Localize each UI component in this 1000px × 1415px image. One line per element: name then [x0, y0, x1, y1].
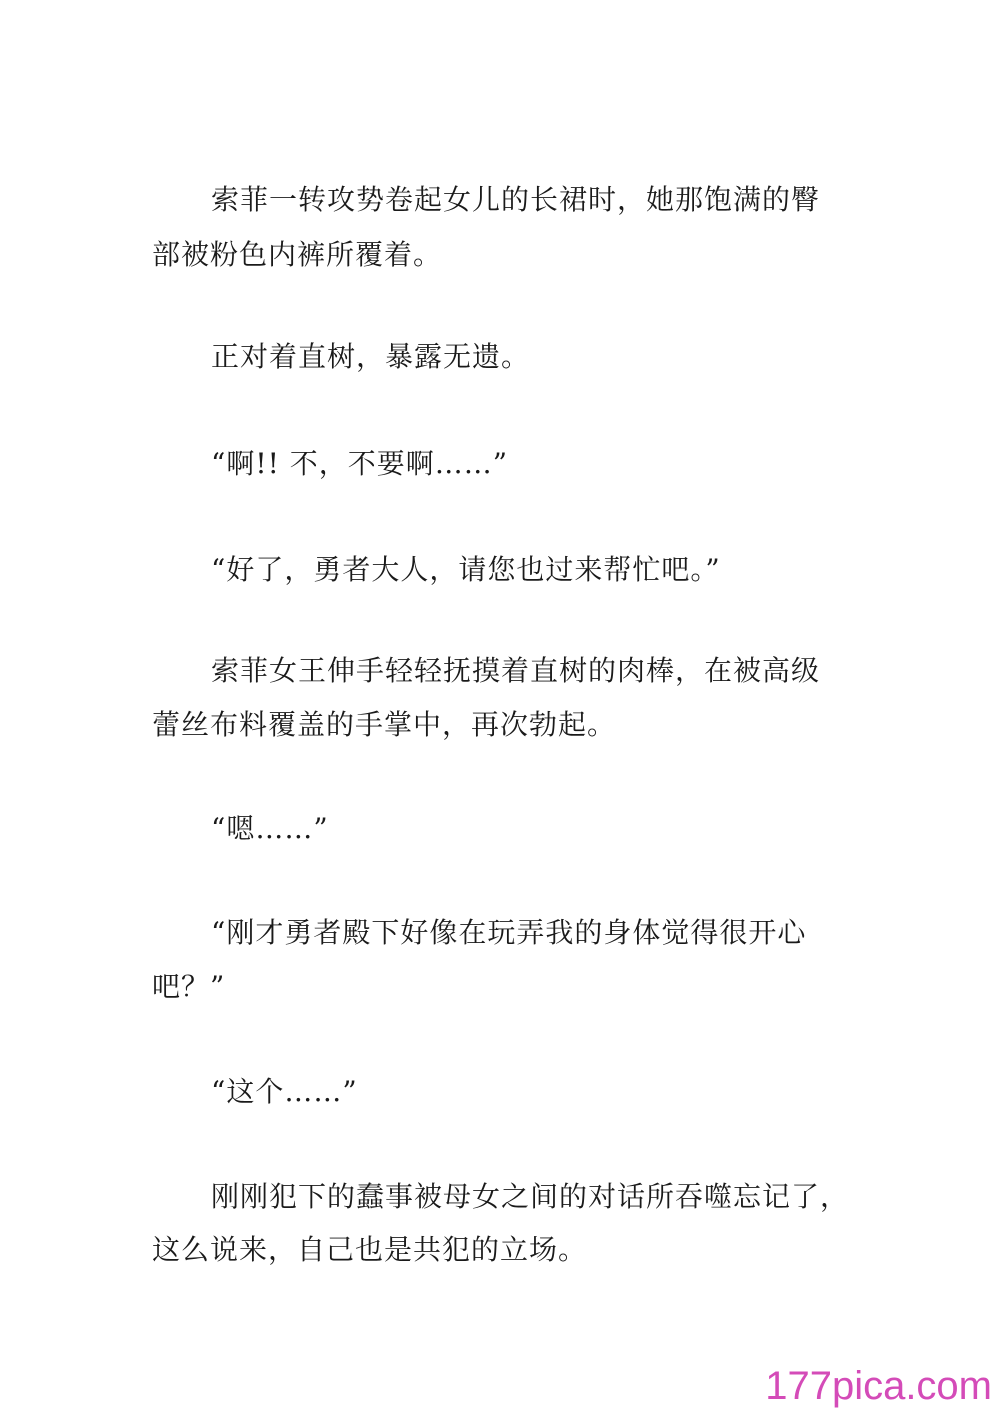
paragraph-4-line-1: “好了，勇者大人，请您也过来帮忙吧。”	[211, 553, 721, 586]
paragraph-2-line-1: 正对着直树，暴露无遗。	[211, 340, 531, 373]
paragraph-8-line-1: “这个……”	[211, 1075, 358, 1108]
watermark-link[interactable]: 177pica.com	[765, 1364, 992, 1408]
paragraph-1-line-1: 索菲一转攻势卷起女儿的长裙时，她那饱满的臀	[211, 183, 821, 216]
paragraph-9-line-2: 这么说来，自己也是共犯的立场。	[152, 1233, 588, 1266]
paragraph-6-line-1: “嗯……”	[211, 812, 329, 845]
paragraph-1-line-2: 部被粉色内裤所覆着。	[152, 238, 443, 271]
paragraph-7-line-1: “刚才勇者殿下好像在玩弄我的身体觉得很开心	[211, 916, 807, 949]
paragraph-5-line-1: 索菲女王伸手轻轻抚摸着直树的肉棒，在被高级	[211, 654, 821, 687]
paragraph-7-line-2: 吧？”	[152, 970, 226, 1003]
paragraph-3-line-1: “啊!! 不，不要啊……”	[211, 447, 509, 480]
paragraph-9-line-1: 刚刚犯下的蠢事被母女之间的对话所吞噬忘记了，	[211, 1180, 850, 1213]
paragraph-5-line-2: 蕾丝布料覆盖的手掌中，再次勃起。	[152, 708, 617, 741]
